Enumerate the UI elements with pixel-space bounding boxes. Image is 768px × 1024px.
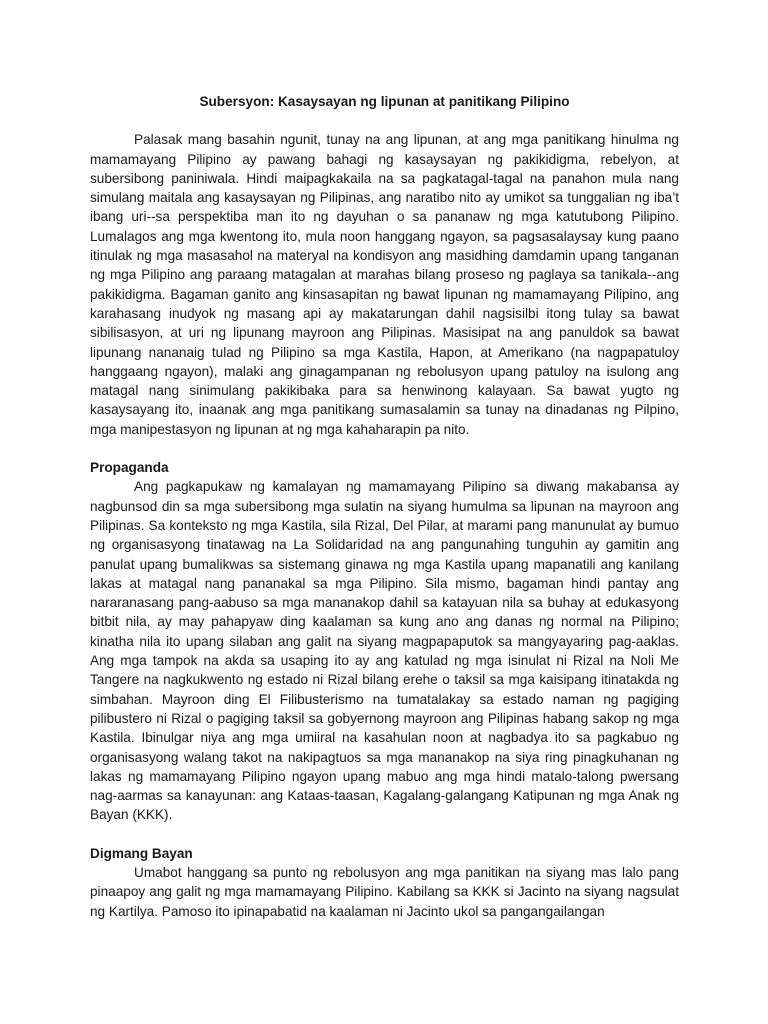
document-title: Subersyon: Kasaysayan ng lipunan at panitikang Pilipino <box>199 94 570 109</box>
section-paragraph-digmang-bayan: Umabot hanggang sa punto ng rebolusyon ang mga panitikan na siyang mas lalo pang pinaapoy ang galit ng mga mamamayang Pilipino. Kabilang sa KKK si Jacinto na siyang nagsulat ng Kartilya. Pamoso ito ipinapabatid na kaalaman ni Jacinto ukol sa pangangailangan <box>90 864 679 919</box>
section-paragraph-propaganda: Ang pagkapukaw ng kamalayan ng mamamayang Pilipino sa diwang makabansa ay nagbunsod din sa mga subersibong mga sulatin na siyang humulma sa lipunan na mayroon ang Pilipinas. Sa konteksto ng mga Kastila, sila Rizal, Del Pilar, at marami pang manunulat ay bumuo ng organisasyong tinatawag na La Solidaridad na ang pangunahing tunguhin ay gamitin ang panulat upang bumalikwas sa sistemang ginawa ng mga Kastila upang mapanatili ang kanilang lakas at matagal nang pananakal sa mga Pilipino. Sila mismo, bagaman hindi pantay ang nararanasang pang-aabuso sa mga mananakop dahil sa katayuan nila sa buhay at edukasyong bitbit nila, ay may pahapyaw ding kaalaman sa kung ano ang danas ng normal na Pilipino; kinatha nila ito upang silaban ang galit na siyang magpapaputok sa mangyayaring pag-aaklas. Ang mga tampok na akda sa usaping ito ay ang katulad ng mga isinulat ni Rizal na Noli Me Tangere na nagkukwento ng estado ni Rizal bilang erehe o taksil sa mga kaisipang itinatakda ng simbahan. Mayroon ding El Filibusterismo na tumatalakay sa estado naman ng pagiging pilibustero ni Rizal o pagiging taksil sa gobyernong mayroon ang Pilipinas habang sakop ng mga Kastila. Ibinulgar niya ang mga umiiral na kasahulan noon at nagbadya ito sa pagkabuo ng organisasyong walang takot na nakipagtuos sa mga mananakop na siya ring pinagkuhanan ng lakas ng mamamayang Pilipino ngayon upang mabuo ang mga hindi matalo-talong pwersang nag-aarmas sa kanayunan: ang Kataas-taasan, Kagalang-galangang Katipunan ng mga Anak ng Bayan (KKK). <box>90 479 679 823</box>
section-heading-digmang-bayan: Digmang Bayan <box>90 845 193 861</box>
intro-paragraph: Palasak mang basahin ngunit, tunay na ang lipunan, at ang mga panitikang hinulma ng mamamayang Pilipino ay pawang bahagi ng kasaysayan ng pakikidigma, rebelyon, at subersibong paniniwala. Hindi maipagkakaila na sa pagkatagal-tagal na panahon mula nang simulang maitala ang kasaysayan ng Pilipinas, ang naratibo nito ay umikot sa tunggalian ng iba’t ibang uri--sa perspektiba man ito ng dayuhan o sa pananaw ng mga katutubong Pilipino. Lumalagos ang mga kwentong ito, mula noon hanggang ngayon, sa pagsasalaysay kung paano itinulak ng mga masasahol na materyal na kondisyon ang masidhing damdamin upang tanganan ng mga Pilipino ang paraang matagalan at marahas bilang proseso ng paglaya sa tanikala--ang pakikidigma. Bagaman ganito ang kinsasapitan ng bawat lipunan ng mamamayang Pilipino, ang karahasang inudyok ng masang api ay makatarungan dahil nagsisilbi itong tulay sa bawat sibilisasyon, at uri ng lipunang mayroon ang Pilipinas. Masisipat na ang panuldok sa bawat lipunang nananaig tulad ng Pilipino sa mga Kastila, Hapon, at Amerikano (na nagpapatuloy hanggaang ngayon), malaki ang ginagampanan ng rebolusyon upang patuloy na isulong ang matagal nang sinimulang pakikibaka para sa henwinong kalayaan. Sa bawat yugto ng kasaysayang ito, inaanak ang mga panitikang sumasalamin sa tunay na dinadanas ng Pilpino, mga manipestasyon ng lipunan at ng mga kahaharapin pa nito. <box>90 132 679 437</box>
document-page <box>90 92 679 921</box>
section-heading-propaganda: Propaganda <box>90 460 169 476</box>
